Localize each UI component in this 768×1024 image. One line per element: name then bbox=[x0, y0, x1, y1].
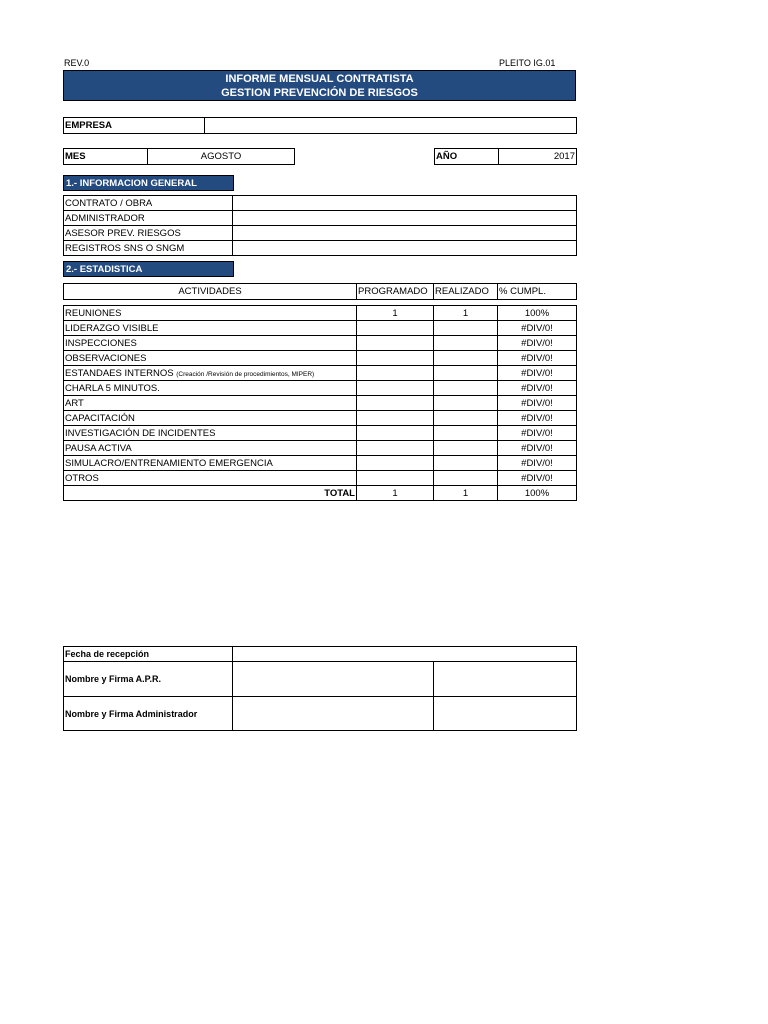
firma-admin-sign-field[interactable] bbox=[434, 697, 577, 731]
info-row bbox=[64, 226, 577, 241]
firma-apr-sign-field[interactable] bbox=[434, 662, 577, 697]
programado-cell[interactable] bbox=[357, 426, 434, 441]
cumpl-cell: #DIV/0! bbox=[498, 366, 577, 381]
firma-apr-name-field[interactable] bbox=[233, 662, 434, 697]
realizado-cell[interactable]: 1 bbox=[434, 306, 498, 321]
realizado-cell[interactable] bbox=[434, 366, 498, 381]
actividad-label: CAPACITACIÓN bbox=[65, 412, 135, 424]
firma-admin-name-field[interactable] bbox=[233, 697, 434, 731]
estadistica-row bbox=[64, 471, 577, 486]
programado-cell[interactable] bbox=[357, 456, 434, 471]
actividad-label: ESTANDAES INTERNOS bbox=[65, 367, 174, 379]
info-row-value[interactable] bbox=[233, 241, 577, 256]
realizado-cell[interactable] bbox=[434, 411, 498, 426]
realizado-cell[interactable] bbox=[434, 381, 498, 396]
actividad-cell bbox=[64, 381, 357, 396]
actividad-cell bbox=[64, 456, 357, 471]
actividad-label: CHARLA 5 MINUTOS. bbox=[65, 382, 160, 394]
fecha-recepcion-field[interactable] bbox=[233, 647, 577, 662]
programado-cell[interactable] bbox=[357, 411, 434, 426]
realizado-cell[interactable] bbox=[434, 351, 498, 366]
estadistica-row bbox=[64, 351, 577, 366]
fecha-recepcion-label: Fecha de recepción bbox=[64, 647, 233, 662]
actividad-cell bbox=[64, 321, 357, 336]
estadistica-row bbox=[64, 396, 577, 411]
empresa-label: EMPRESA bbox=[64, 118, 205, 134]
actividad-label: PAUSA ACTIVA bbox=[65, 442, 132, 454]
estadistica-row bbox=[64, 411, 577, 426]
programado-cell[interactable] bbox=[357, 366, 434, 381]
info-row bbox=[64, 196, 577, 211]
actividad-cell bbox=[64, 471, 357, 486]
info-row-label: CONTRATO / OBRA bbox=[64, 196, 233, 211]
estadistica-table bbox=[63, 305, 577, 501]
cumpl-cell: #DIV/0! bbox=[498, 426, 577, 441]
total-cumpl: 100% bbox=[498, 486, 577, 501]
realizado-cell[interactable] bbox=[434, 441, 498, 456]
realizado-cell[interactable] bbox=[434, 426, 498, 441]
total-label: TOTAL bbox=[64, 486, 357, 501]
report-title: INFORME MENSUAL CONTRATISTA bbox=[225, 73, 414, 85]
actividad-label: OBSERVACIONES bbox=[65, 352, 147, 364]
programado-cell[interactable] bbox=[357, 441, 434, 456]
realizado-cell[interactable] bbox=[434, 456, 498, 471]
estadistica-row bbox=[64, 336, 577, 351]
empresa-field[interactable] bbox=[205, 118, 577, 134]
cumpl-cell: 100% bbox=[498, 306, 577, 321]
firma-apr-label: Nombre y Firma A.P.R. bbox=[64, 662, 233, 697]
estadistica-row bbox=[64, 441, 577, 456]
actividad-cell bbox=[64, 441, 357, 456]
cumpl-cell: #DIV/0! bbox=[498, 396, 577, 411]
report-title-band bbox=[63, 70, 576, 101]
realizado-cell[interactable] bbox=[434, 321, 498, 336]
actividad-label: SIMULACRO/ENTRENAMIENTO EMERGENCIA bbox=[65, 457, 273, 469]
cumpl-cell: #DIV/0! bbox=[498, 321, 577, 336]
mes-field[interactable]: AGOSTO bbox=[148, 149, 295, 165]
cumpl-cell: #DIV/0! bbox=[498, 381, 577, 396]
cumpl-cell: #DIV/0! bbox=[498, 411, 577, 426]
section-estadistica: 2.- ESTADISTICA bbox=[63, 261, 234, 277]
programado-cell[interactable]: 1 bbox=[357, 306, 434, 321]
firma-admin-label: Nombre y Firma Administrador bbox=[64, 697, 233, 731]
cumpl-cell: #DIV/0! bbox=[498, 441, 577, 456]
cumpl-cell: #DIV/0! bbox=[498, 456, 577, 471]
estadistica-row bbox=[64, 426, 577, 441]
info-row-label: ASESOR PREV. RIESGOS bbox=[64, 226, 233, 241]
anio-table bbox=[434, 148, 577, 165]
info-row bbox=[64, 211, 577, 226]
actividad-cell bbox=[64, 336, 357, 351]
info-row-value[interactable] bbox=[233, 211, 577, 226]
actividad-label: OTROS bbox=[65, 472, 99, 484]
estadistica-row bbox=[64, 366, 577, 381]
actividad-cell bbox=[64, 351, 357, 366]
actividad-label: LIDERAZGO VISIBLE bbox=[65, 322, 159, 334]
col-cumpl: % CUMPL. bbox=[498, 284, 577, 300]
actividad-label: REUNIONES bbox=[65, 307, 122, 319]
actividad-note: (Creación /Revisión de procedimientos, MIPER) bbox=[176, 370, 315, 378]
col-actividades: ACTIVIDADES bbox=[64, 284, 357, 300]
estadistica-header bbox=[63, 283, 577, 300]
cumpl-cell: #DIV/0! bbox=[498, 351, 577, 366]
actividad-label: ART bbox=[65, 397, 84, 409]
realizado-cell[interactable] bbox=[434, 471, 498, 486]
actividad-label: INSPECCIONES bbox=[65, 337, 137, 349]
realizado-cell[interactable] bbox=[434, 396, 498, 411]
estadistica-row bbox=[64, 306, 577, 321]
mes-label: MES bbox=[64, 149, 148, 165]
section-informacion-general: 1.- INFORMACION GENERAL bbox=[63, 175, 234, 191]
estadistica-row bbox=[64, 456, 577, 471]
info-row-label: REGISTROS SNS O SNGM bbox=[64, 241, 233, 256]
info-row-value[interactable] bbox=[233, 196, 577, 211]
estadistica-row bbox=[64, 381, 577, 396]
info-row-label: ADMINISTRADOR bbox=[64, 211, 233, 226]
signature-table bbox=[63, 646, 577, 731]
revision-label: REV.0 bbox=[64, 58, 90, 68]
anio-field[interactable]: 2017 bbox=[499, 149, 577, 165]
programado-cell[interactable] bbox=[357, 471, 434, 486]
mes-table bbox=[63, 148, 295, 165]
actividad-cell bbox=[64, 396, 357, 411]
programado-cell[interactable] bbox=[357, 321, 434, 336]
informacion-general-table bbox=[63, 195, 577, 256]
actividad-label: INVESTIGACIÓN DE INCIDENTES bbox=[65, 427, 216, 439]
estadistica-row bbox=[64, 321, 577, 336]
cumpl-cell: #DIV/0! bbox=[498, 471, 577, 486]
total-realizado: 1 bbox=[434, 486, 498, 501]
actividad-cell bbox=[64, 306, 357, 321]
cumpl-cell: #DIV/0! bbox=[498, 336, 577, 351]
actividad-cell bbox=[64, 426, 357, 441]
anio-label: AÑO bbox=[435, 149, 499, 165]
col-programado: PROGRAMADO bbox=[357, 284, 434, 300]
report-subtitle: GESTION PREVENCIÓN DE RIESGOS bbox=[221, 87, 418, 99]
total-row bbox=[64, 486, 577, 501]
total-programado: 1 bbox=[357, 486, 434, 501]
info-row-value[interactable] bbox=[233, 226, 577, 241]
programado-cell[interactable] bbox=[357, 351, 434, 366]
document-code: PLEITO IG.01 bbox=[499, 58, 556, 68]
col-realizado: REALIZADO bbox=[434, 284, 498, 300]
empresa-table bbox=[63, 117, 577, 134]
realizado-cell[interactable] bbox=[434, 336, 498, 351]
programado-cell[interactable] bbox=[357, 336, 434, 351]
actividad-cell bbox=[64, 366, 357, 381]
info-row bbox=[64, 241, 577, 256]
actividad-cell bbox=[64, 411, 357, 426]
programado-cell[interactable] bbox=[357, 396, 434, 411]
programado-cell[interactable] bbox=[357, 381, 434, 396]
